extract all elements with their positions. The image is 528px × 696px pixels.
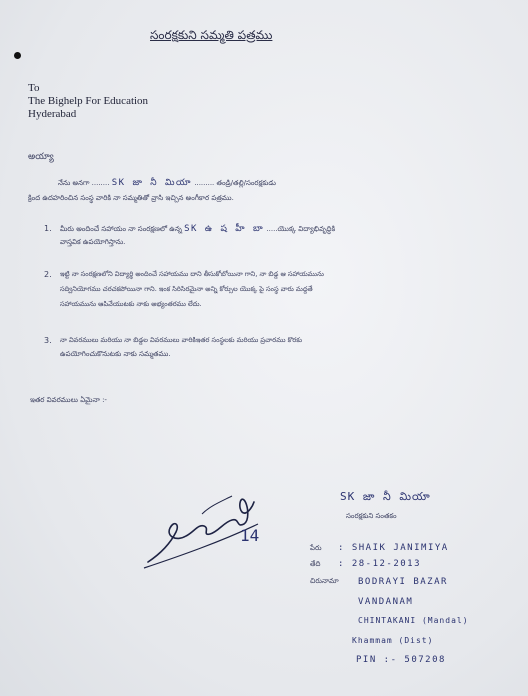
to-line: To	[28, 82, 40, 94]
address-line: VANDANAM	[358, 597, 414, 607]
point2-num: 2.	[44, 270, 52, 279]
guardian-signature-label: సంరక్షకుని సంతకం	[346, 512, 397, 520]
intro-line2: క్రింద ఉదహరించిన సంస్థ వారికి నా సమ్మతితో వ్రాసి ఇచ్చిన అంగీకార పత్రము.	[28, 194, 234, 202]
guardian-name-handwritten: SK జా నీ మియా	[340, 490, 431, 503]
point1-line1	[60, 224, 335, 236]
punch-hole	[14, 52, 21, 59]
other-details-label: ఇతర వివరములు ఏమైనా :-	[30, 396, 107, 404]
intro-line1-head	[58, 178, 276, 190]
intro-line1-tail: ......... తండ్రి/తల్లి/సంరక్షకుడు	[194, 179, 276, 187]
point3-num: 3.	[44, 336, 52, 345]
point1-line2: వాస్తవిక ఉపయోగిస్తాను.	[60, 238, 126, 246]
point1-text-a: మీరు అందించే సహాయం నా సంరక్షణలో ఉన్న	[60, 225, 182, 233]
letter-title: సంరక్షకుని సమ్మతి పత్రము	[150, 28, 273, 42]
father-name-handwritten: SK జా నీ మియా	[111, 178, 193, 188]
salutation: అయ్యా	[28, 152, 54, 162]
name-label: పేరు	[310, 544, 322, 552]
date-value: : 28-12-2013	[338, 559, 422, 569]
org-line: The Bighelp For Education	[28, 95, 149, 107]
address-line: PIN :- 507208	[356, 655, 446, 665]
address-label: చిరునామా	[310, 577, 339, 585]
city-line: Hyderabad	[28, 108, 77, 120]
point2-line2: సద్వినియోగము చరచకపోయినా గాని. ఇంక సిరిసిరమైనా అన్ని కోర్సుల యొక్క పై సంస్థ వారు మద్దతే	[60, 285, 313, 293]
point3-line2: ఉపయోగించుకొనుటకు నాకు సమ్మతము.	[60, 350, 171, 358]
point3-line1: నా వివరములు మరియు నా బిడ్డల వివరములు వారికిఇతర సంస్థలకు మరియు ప్రచారము కొరకు	[60, 336, 303, 344]
name-value: : SHAIK JANIMIYA	[338, 543, 449, 553]
signature-initials: 14	[240, 526, 260, 545]
date-label: తేది	[310, 560, 321, 568]
address-line: CHINTAKANI (Mandal)	[358, 616, 469, 625]
point1-num: 1.	[44, 224, 52, 233]
point2-line1: ఇట్టి నా సంరక్షణలోని విద్యార్థి అందించే సహాయము దాని తీసుకోబోయినా గాని, నా బిడ్డ ఆ సహాయమును	[60, 270, 324, 278]
child-name-handwritten: SK ఉ ష హీ బా	[184, 224, 265, 234]
point2-line3: సహాయమును ఆపివేయుటకు నాకు అభ్యంతరము లేదు.	[60, 300, 202, 308]
address-line: BODRAYI BAZAR	[358, 577, 448, 587]
intro-line1: నేను అనగా ........	[58, 179, 110, 187]
address-line: Khammam (Dist)	[352, 636, 434, 645]
point1-text-b: .....యొక్క విద్యాభివృద్ధికి	[266, 225, 336, 233]
